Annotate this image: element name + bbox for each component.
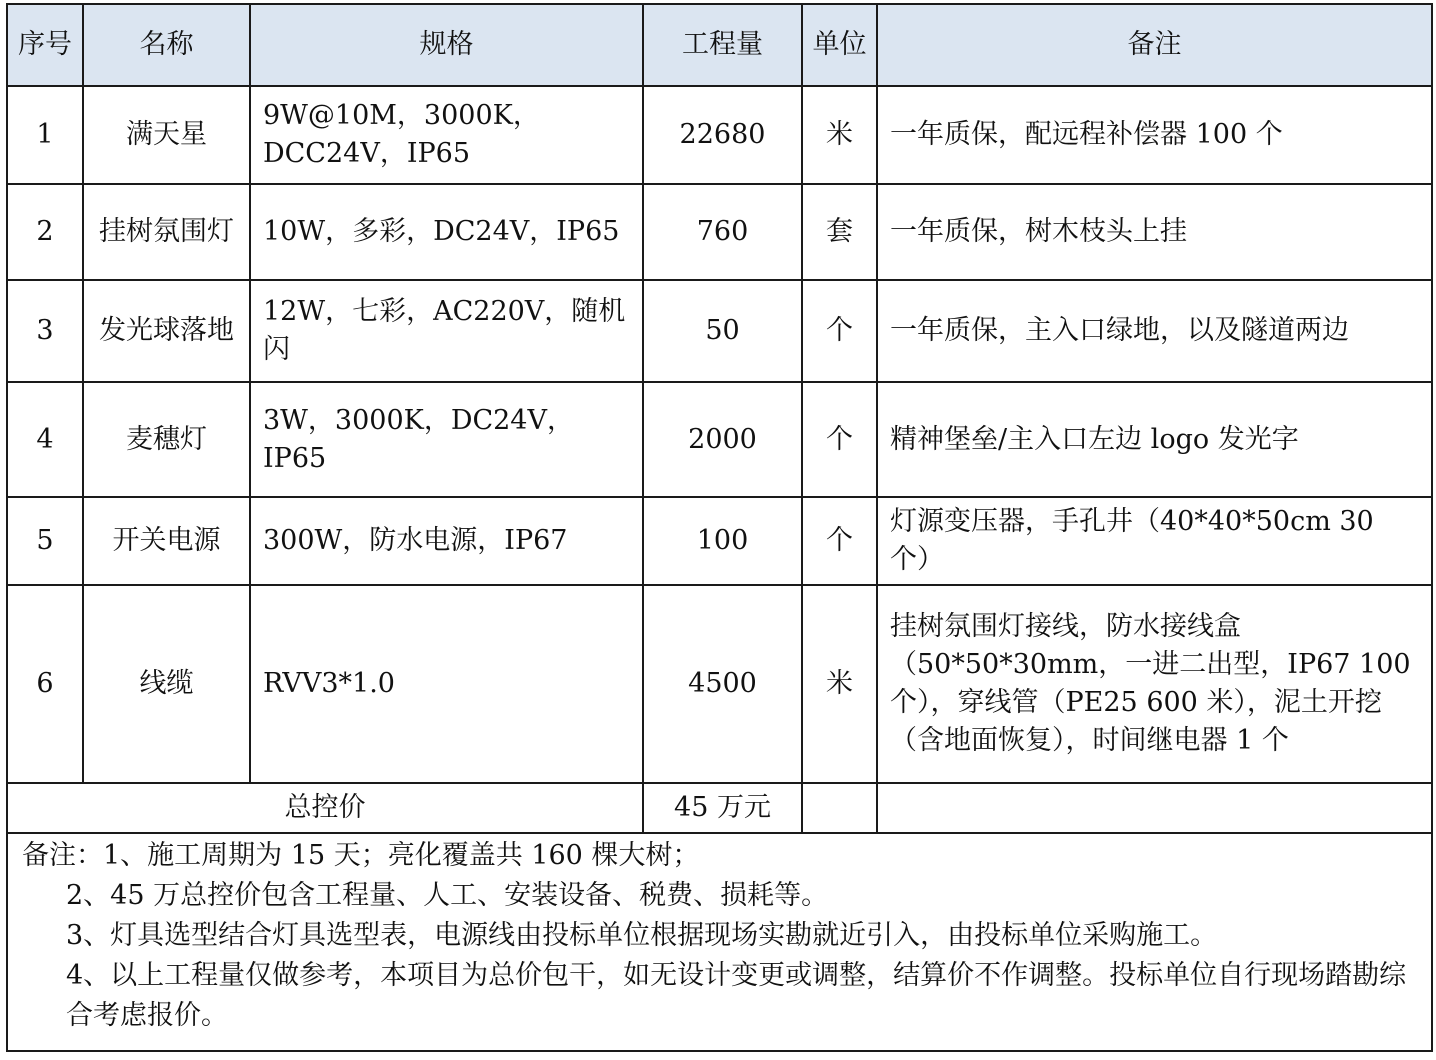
total-remark-empty — [877, 783, 1432, 833]
row-name: 发光球落地 — [83, 280, 250, 382]
row-unit: 个 — [802, 497, 877, 585]
notes-block — [7, 833, 1432, 1051]
total-value: 45 万元 — [643, 783, 802, 833]
row-quantity: 50 — [643, 280, 802, 382]
table-row — [7, 585, 1432, 783]
row-quantity: 4500 — [643, 585, 802, 783]
row-remark: 灯源变压器，手孔井（40*40*50cm 30 个） — [877, 497, 1432, 585]
total-row — [7, 783, 1432, 833]
note-line-3: 3、灯具选型结合灯具选型表，电源线由投标单位根据现场实勘就近引入，由投标单位采购施工。 — [66, 920, 1218, 951]
header-unit: 单位 — [802, 4, 877, 86]
header-spec: 规格 — [250, 4, 643, 86]
row-name: 满天星 — [83, 86, 250, 184]
row-index: 3 — [7, 280, 83, 382]
row-quantity: 22680 — [643, 86, 802, 184]
note-line-2: 2、45 万总控价包含工程量、人工、安装设备、税费、损耗等。 — [66, 880, 829, 911]
row-name: 挂树氛围灯 — [83, 184, 250, 280]
header-name: 名称 — [83, 4, 250, 86]
header-index: 序号 — [7, 4, 83, 86]
row-remark: 一年质保，配远程补偿器 100 个 — [877, 86, 1432, 184]
row-index: 6 — [7, 585, 83, 783]
row-spec: 9W@10M，3000K，DCC24V，IP65 — [250, 86, 643, 184]
row-unit: 个 — [802, 280, 877, 382]
header-quantity: 工程量 — [643, 4, 802, 86]
row-quantity: 2000 — [643, 382, 802, 497]
table-row — [7, 184, 1432, 280]
note-line-4: 4、以上工程量仅做参考，本项目为总价包干，如无设计变更或调整，结算价不作调整。投标单位自行现场踏勘综合考虑报价。 — [66, 960, 1407, 1031]
row-index: 5 — [7, 497, 83, 585]
table-row — [7, 280, 1432, 382]
row-unit: 米 — [802, 86, 877, 184]
row-name: 线缆 — [83, 585, 250, 783]
row-remark: 挂树氛围灯接线，防水接线盒（50*50*30mm，一进二出型，IP67 100 个），穿线管（PE25 600 米），泥土开挖（含地面恢复），时间继电器 1 个 — [877, 585, 1432, 783]
header-remark: 备注 — [877, 4, 1432, 86]
row-remark: 一年质保，主入口绿地，以及隧道两边 — [877, 280, 1432, 382]
document-sheet — [6, 3, 1431, 1053]
total-unit-empty — [802, 783, 877, 833]
row-index: 2 — [7, 184, 83, 280]
lighting-spec-table — [6, 3, 1433, 1052]
row-quantity: 760 — [643, 184, 802, 280]
row-unit: 个 — [802, 382, 877, 497]
row-spec: RVV3*1.0 — [250, 585, 643, 783]
note-line-1: 备注：1、施工周期为 15 天；亮化覆盖共 160 棵大树； — [22, 840, 700, 871]
table-row — [7, 86, 1432, 184]
row-unit: 套 — [802, 184, 877, 280]
table-row — [7, 497, 1432, 585]
row-spec: 10W，多彩，DC24V，IP65 — [250, 184, 643, 280]
table-row — [7, 382, 1432, 497]
row-unit: 米 — [802, 585, 877, 783]
row-spec: 300W，防水电源，IP67 — [250, 497, 643, 585]
total-label: 总控价 — [7, 783, 643, 833]
row-quantity: 100 — [643, 497, 802, 585]
notes-row — [7, 833, 1432, 1051]
row-index: 4 — [7, 382, 83, 497]
row-name: 麦穗灯 — [83, 382, 250, 497]
table-header-row — [7, 4, 1432, 86]
row-spec: 3W，3000K，DC24V，IP65 — [250, 382, 643, 497]
row-remark: 一年质保，树木枝头上挂 — [877, 184, 1432, 280]
row-index: 1 — [7, 86, 83, 184]
row-spec: 12W，七彩，AC220V，随机闪 — [250, 280, 643, 382]
row-remark: 精神堡垒/主入口左边 logo 发光字 — [877, 382, 1432, 497]
row-name: 开关电源 — [83, 497, 250, 585]
